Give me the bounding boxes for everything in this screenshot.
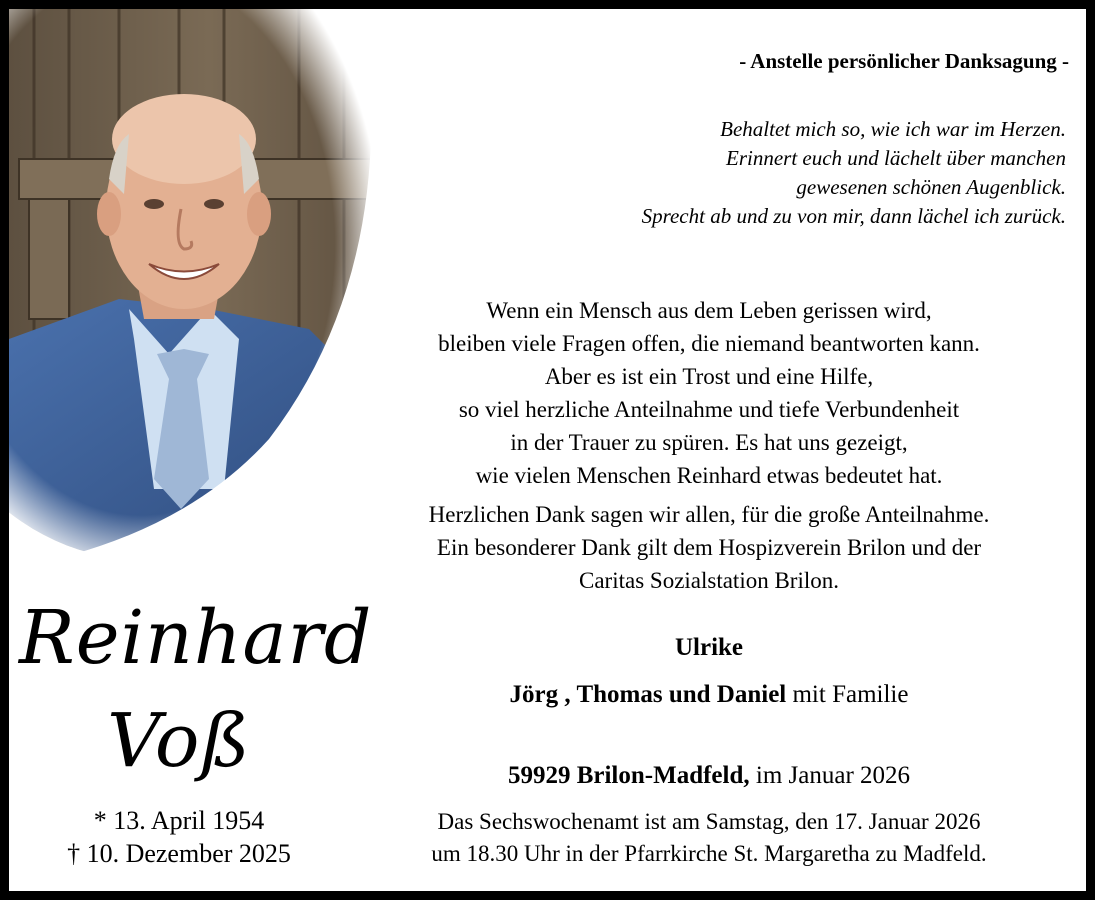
signature-date: im Januar 2026 (749, 762, 911, 789)
header-line: - Anstelle persönlicher Danksagung - (739, 49, 1069, 73)
text-line: bleiben viele Fragen offen, die niemand beantworten kann. (438, 331, 980, 356)
poem-line: gewesenen schönen Augenblick. (796, 175, 1066, 199)
signature-first: Ulrike (674, 634, 744, 661)
text-line: Aber es ist ein Trost und eine Hilfe, (544, 364, 874, 389)
text-line: Herzlichen Dank sagen wir allen, für die große Anteilnahme. (428, 502, 990, 527)
signature-place: 59929 Brilon-Madfeld, (507, 762, 750, 789)
service-info (349, 806, 1069, 870)
signature-children: Jörg , Thomas und Daniel (509, 681, 787, 708)
service-line: Das Sechswochenamt ist am Samstag, den 17. Januar 2026 (437, 809, 981, 834)
poem-line: Behaltet mich so, wie ich war im Herzen. (720, 117, 1066, 141)
condolence-text (349, 294, 1069, 492)
signature-names (349, 681, 1069, 709)
death-date: † 10. Dezember 2025 (67, 839, 291, 868)
poem-line: Erinnert euch und lächelt über manchen (726, 146, 1066, 170)
text-line: Caritas Sozialstation Brilon. (579, 568, 839, 593)
text-line: so viel herzliche Anteilnahme und tiefe Verbundenheit (458, 397, 960, 422)
birth-date: * 13. April 1954 (93, 806, 265, 835)
signature-family: mit Familie (786, 681, 909, 708)
poem-line: Sprecht ab und zu von mir, dann lächel ich zurück. (641, 204, 1066, 228)
text-line: wie vielen Menschen Reinhard etwas bedeutet hat. (475, 463, 943, 488)
text-line: Wenn ein Mensch aus dem Leben gerissen wird, (486, 298, 932, 323)
text-line: Ein besonderer Dank gilt dem Hospizverein Brilon und der (436, 535, 982, 560)
service-line: um 18.30 Uhr in der Pfarrkirche St. Margaretha zu Madfeld. (431, 841, 987, 866)
poem (469, 115, 1066, 231)
signature-place-date (349, 762, 1069, 790)
life-dates (29, 804, 329, 870)
thanks-text (349, 498, 1069, 597)
deceased-last-name: Voß (107, 698, 251, 784)
text-line: in der Trauer zu spüren. Es hat uns gezeigt, (510, 430, 908, 455)
deceased-first-name: Reinhard (19, 595, 373, 681)
